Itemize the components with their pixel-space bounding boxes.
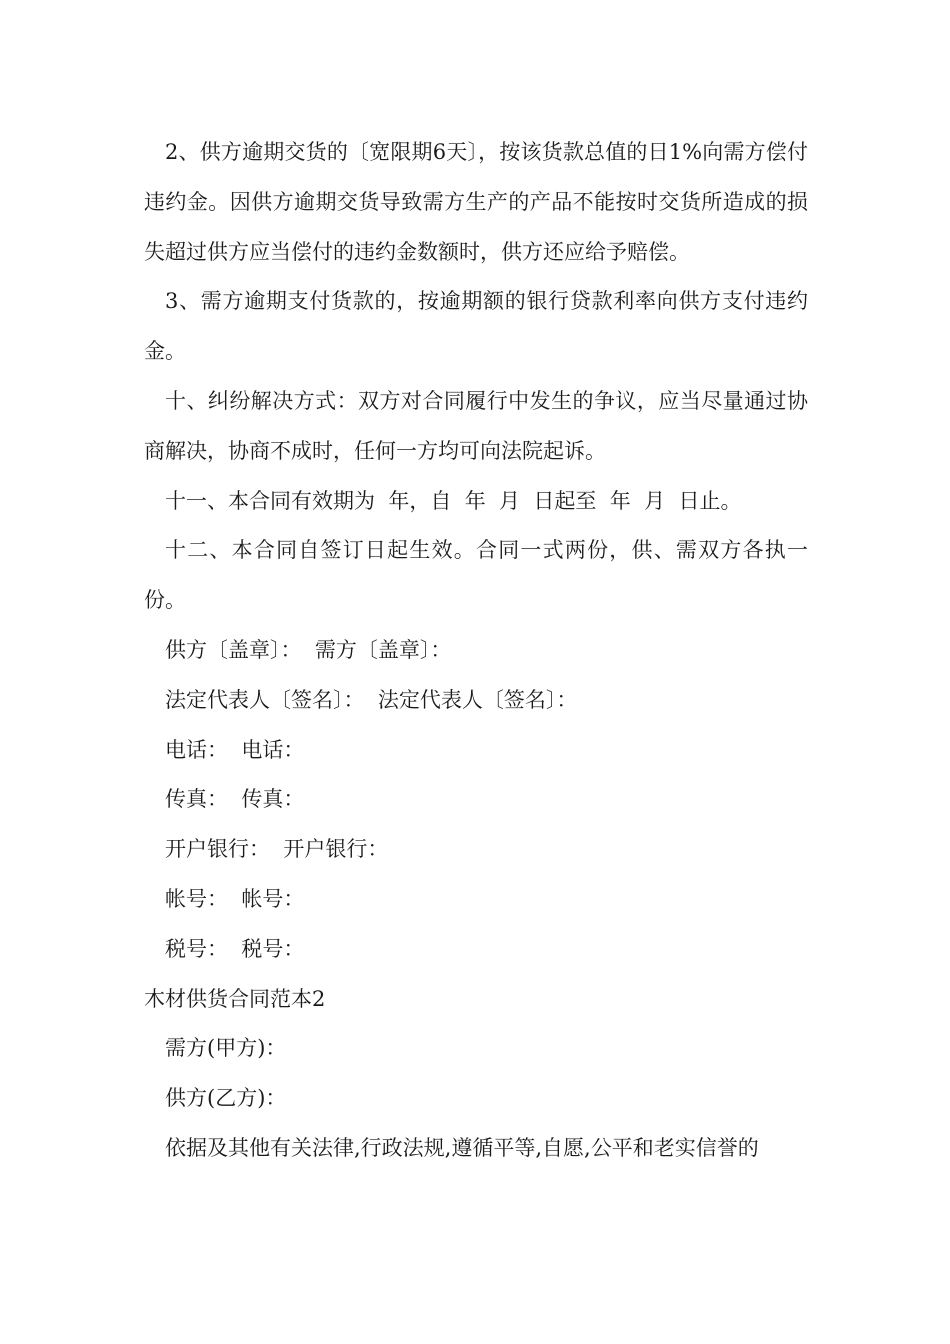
signature-seal-line: 供方〔盖章〕： 需方〔盖章〕： [165,637,452,662]
preamble-paragraph: 依据及其他有关法律,行政法规,遵循平等,自愿,公平和老实信誉的 [165,1135,759,1160]
signature-representative-line: 法定代表人〔签名〕： 法定代表人〔签名〕： [165,687,578,712]
signature-phone-line: 电话： 电话： [165,737,305,762]
clause-late-delivery: 2、供方逾期交货的〔宽限期6天〕，按该货款总值的日1%向需方偿付违约金。因供方逾期交货导致需方生产的产品不能按时交货所造成的损失超过供方应当偿付的违约金数额时，供方还应给予赔偿。 [144,140,808,264]
clause-dispute-resolution: 十、纠纷解决方式：双方对合同履行中发生的争议，应当尽量通过协商解决，协商不成时，任何一方均可向法院起诉。 [144,388,808,463]
document-body [144,128,808,1174]
signature-bank-line: 开户银行： 开户银行： [165,837,389,862]
clause-effective-date: 十二、本合同自签订日起生效。合同一式两份，供、需双方各执一份。 [144,538,808,613]
signature-tax-line: 税号： 税号： [165,936,305,961]
section-title: 木材供货合同范本2 [144,986,326,1011]
signature-fax-line: 传真： 传真： [165,787,305,812]
clause-validity-period: 十一、本合同有效期为 年，自 年 月 日起至 年 月 日止。 [165,488,742,513]
party-buyer: 需方(甲方)： [165,1036,287,1061]
clause-late-payment: 3、需方逾期支付货款的，按逾期额的银行贷款利率向供方支付违约金。 [144,289,808,364]
party-seller: 供方(乙方)： [165,1086,287,1111]
signature-account-line: 帐号： 帐号： [165,886,305,911]
